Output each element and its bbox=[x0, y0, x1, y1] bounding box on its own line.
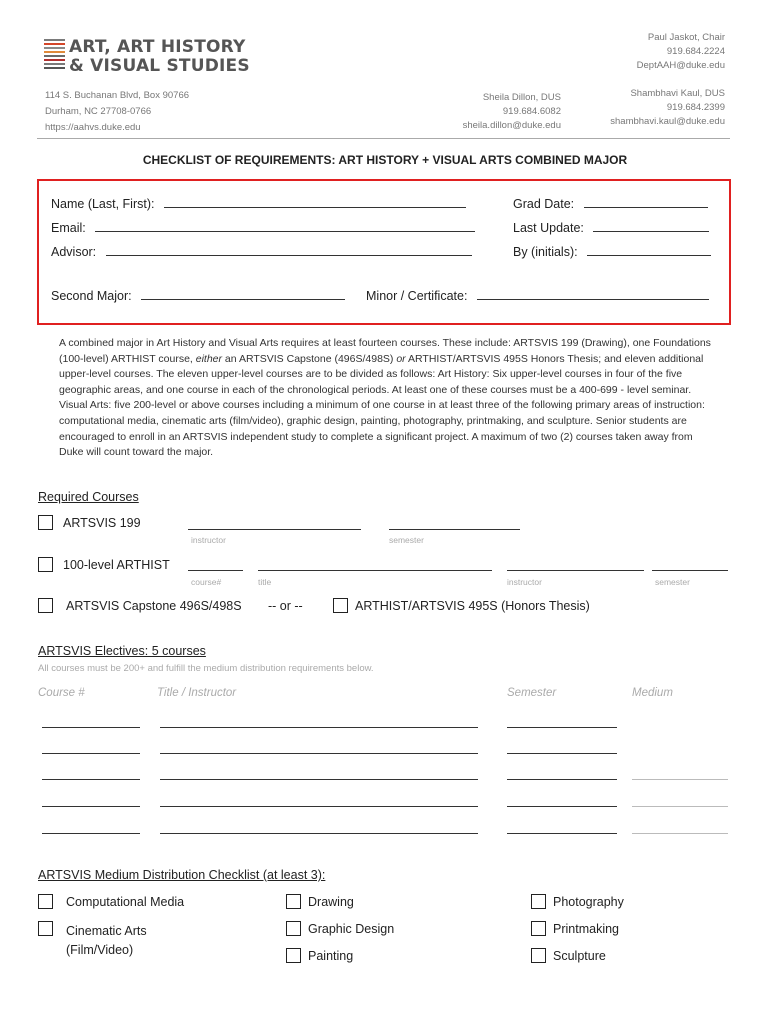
requirements-description: A combined major in Art History and Visual Arts requires at least fourteen courses. These include: ARTSVIS 199 (Drawing), one Foundations (100-level) ARTHIST course, either an ARTSVIS Capstone (496S/498S) or ARTHIST/ARTSVIS 495S Honors Thesis; and eleven additional upper-level courses. The eleven upper-level courses are to be divided as follows: Art History: Six upper-level courses in four of the five geographic areas, and one course in each of the chronological periods. At least one of these courses must be a 400-699 - level seminar. Visual Arts: five 200-level or above courses including a minimum of one course in at least three of the following primary areas of instruction: computational media, cinematic arts (film/video), graphic design, painting, photography, printmaking, and sculpture. Senior students are encouraged to enroll in an ARTSVIS independent study to complete a significant project. A maximum of two (2) courses taken away from Duke will count toward the major. bbox=[59, 337, 711, 459]
elective-course-line[interactable] bbox=[42, 753, 140, 754]
chair-contact: Paul Jaskot, Chair 919.684.2224 DeptAAH@duke.edu bbox=[636, 32, 725, 71]
title-caption: title bbox=[258, 577, 272, 587]
col-course-header: Course # bbox=[38, 687, 85, 699]
photography-label: Photography bbox=[553, 895, 624, 909]
advisor-field[interactable] bbox=[51, 245, 472, 259]
printmaking-label: Printmaking bbox=[553, 922, 619, 936]
col-title-header: Title / Instructor bbox=[157, 687, 237, 699]
last-update-label: Last Update: bbox=[513, 221, 584, 235]
second-major-field[interactable] bbox=[51, 289, 345, 303]
artsvis199-semester-line[interactable] bbox=[389, 529, 520, 530]
elective-course-line[interactable] bbox=[42, 727, 140, 728]
course-caption: course# bbox=[191, 577, 222, 587]
elective-title-line[interactable] bbox=[160, 806, 478, 807]
instructor-caption: instructor bbox=[507, 577, 542, 587]
logo-bars-icon bbox=[44, 39, 65, 71]
sculpture-label: Sculpture bbox=[553, 949, 606, 963]
elective-semester-line[interactable] bbox=[507, 806, 617, 807]
email-field[interactable] bbox=[51, 221, 475, 235]
col-semester-header: Semester bbox=[507, 687, 557, 699]
elective-medium-line[interactable] bbox=[632, 806, 728, 807]
dus-contact-kaul: Shambhavi Kaul, DUS 919.684.2399 shambhavi.kaul@duke.edu bbox=[610, 88, 725, 127]
elective-title-line[interactable] bbox=[160, 727, 478, 728]
elective-title-line[interactable] bbox=[160, 833, 478, 834]
elective-course-line[interactable] bbox=[42, 779, 140, 780]
website-link[interactable]: https://aahvs.duke.edu bbox=[45, 122, 141, 133]
artsvis199-label: ARTSVIS 199 bbox=[63, 516, 141, 530]
drawing-label: Drawing bbox=[308, 895, 354, 909]
semester-caption: semester bbox=[655, 577, 690, 587]
artsvis199-checkbox[interactable] bbox=[38, 515, 53, 530]
elective-medium-line[interactable] bbox=[632, 779, 728, 780]
arthist100-semester-line[interactable] bbox=[652, 570, 728, 571]
elective-title-line[interactable] bbox=[160, 753, 478, 754]
department-address: 114 S. Buchanan Blvd, Box 90766 Durham, NC 27708-0766 https://aahvs.duke.edu bbox=[45, 88, 189, 136]
elective-course-line[interactable] bbox=[42, 833, 140, 834]
drawing-checkbox[interactable] bbox=[286, 894, 301, 909]
name-field[interactable] bbox=[51, 197, 466, 211]
honors-thesis-label: ARTHIST/ARTSVIS 495S (Honors Thesis) bbox=[355, 599, 590, 613]
minor-label: Minor / Certificate: bbox=[366, 289, 468, 303]
arthist100-label: 100-level ARTHIST bbox=[63, 558, 170, 572]
computational-media-checkbox[interactable] bbox=[38, 894, 53, 909]
email-link[interactable]: shambhavi.kaul@duke.edu bbox=[610, 116, 725, 127]
col-medium-header: Medium bbox=[632, 687, 673, 699]
arthist100-instructor-line[interactable] bbox=[507, 570, 644, 571]
computational-media-label: Computational Media bbox=[66, 895, 185, 909]
name-label: Name (Last, First): bbox=[51, 197, 155, 211]
elective-semester-line[interactable] bbox=[507, 833, 617, 834]
capstone-label: ARTSVIS Capstone 496S/498S bbox=[66, 599, 242, 613]
electives-heading: ARTSVIS Electives: 5 courses bbox=[38, 644, 206, 658]
cinematic-arts-checkbox[interactable] bbox=[38, 921, 53, 936]
last-update-field[interactable] bbox=[513, 221, 709, 235]
email-link[interactable]: sheila.dillon@duke.edu bbox=[462, 120, 561, 131]
email-label: Email: bbox=[51, 221, 86, 235]
graphic-design-checkbox[interactable] bbox=[286, 921, 301, 936]
painting-checkbox[interactable] bbox=[286, 948, 301, 963]
required-courses-heading: Required Courses bbox=[38, 490, 139, 504]
elective-course-line[interactable] bbox=[42, 806, 140, 807]
elective-semester-line[interactable] bbox=[507, 753, 617, 754]
elective-semester-line[interactable] bbox=[507, 727, 617, 728]
capstone-checkbox[interactable] bbox=[38, 598, 53, 613]
elective-medium-line[interactable] bbox=[632, 833, 728, 834]
page-title: CHECKLIST OF REQUIREMENTS: ART HISTORY + VISUAL ARTS COMBINED MAJOR bbox=[142, 153, 628, 167]
header-divider bbox=[37, 138, 730, 139]
elective-semester-line[interactable] bbox=[507, 779, 617, 780]
semester-caption: semester bbox=[389, 535, 424, 545]
email-link[interactable]: DeptAAH@duke.edu bbox=[636, 60, 725, 71]
advisor-label: Advisor: bbox=[51, 245, 97, 259]
dus-contact-dillon: Sheila Dillon, DUS 919.684.6082 sheila.dillon@duke.edu bbox=[462, 92, 561, 131]
printmaking-checkbox[interactable] bbox=[531, 921, 546, 936]
by-initials-field[interactable] bbox=[513, 245, 711, 259]
minor-field[interactable] bbox=[366, 289, 709, 303]
photography-checkbox[interactable] bbox=[531, 894, 546, 909]
or-separator: -- or -- bbox=[268, 599, 303, 613]
artsvis199-instructor-line[interactable] bbox=[188, 529, 361, 530]
sculpture-checkbox[interactable] bbox=[531, 948, 546, 963]
electives-note: All courses must be 200+ and fulfill the medium distribution requirements below. bbox=[38, 663, 374, 674]
arthist100-checkbox[interactable] bbox=[38, 557, 53, 572]
honors-thesis-checkbox[interactable] bbox=[333, 598, 348, 613]
medium-checklist-heading: ARTSVIS Medium Distribution Checklist (at least 3): bbox=[38, 868, 326, 882]
elective-title-line[interactable] bbox=[160, 779, 478, 780]
second-major-label: Second Major: bbox=[51, 289, 132, 303]
logo-text: ART, ART HISTORY & VISUAL STUDIES bbox=[69, 37, 250, 76]
grad-date-label: Grad Date: bbox=[513, 197, 575, 211]
instructor-caption: instructor bbox=[191, 535, 226, 545]
by-initials-label: By (initials): bbox=[513, 245, 578, 259]
painting-label: Painting bbox=[308, 949, 354, 963]
graphic-design-label: Graphic Design bbox=[308, 922, 395, 936]
cinematic-arts-label: Cinematic Arts (Film/Video) bbox=[66, 924, 147, 957]
arthist100-course-line[interactable] bbox=[188, 570, 243, 571]
grad-date-field[interactable] bbox=[513, 197, 708, 211]
arthist100-title-line[interactable] bbox=[258, 570, 492, 571]
